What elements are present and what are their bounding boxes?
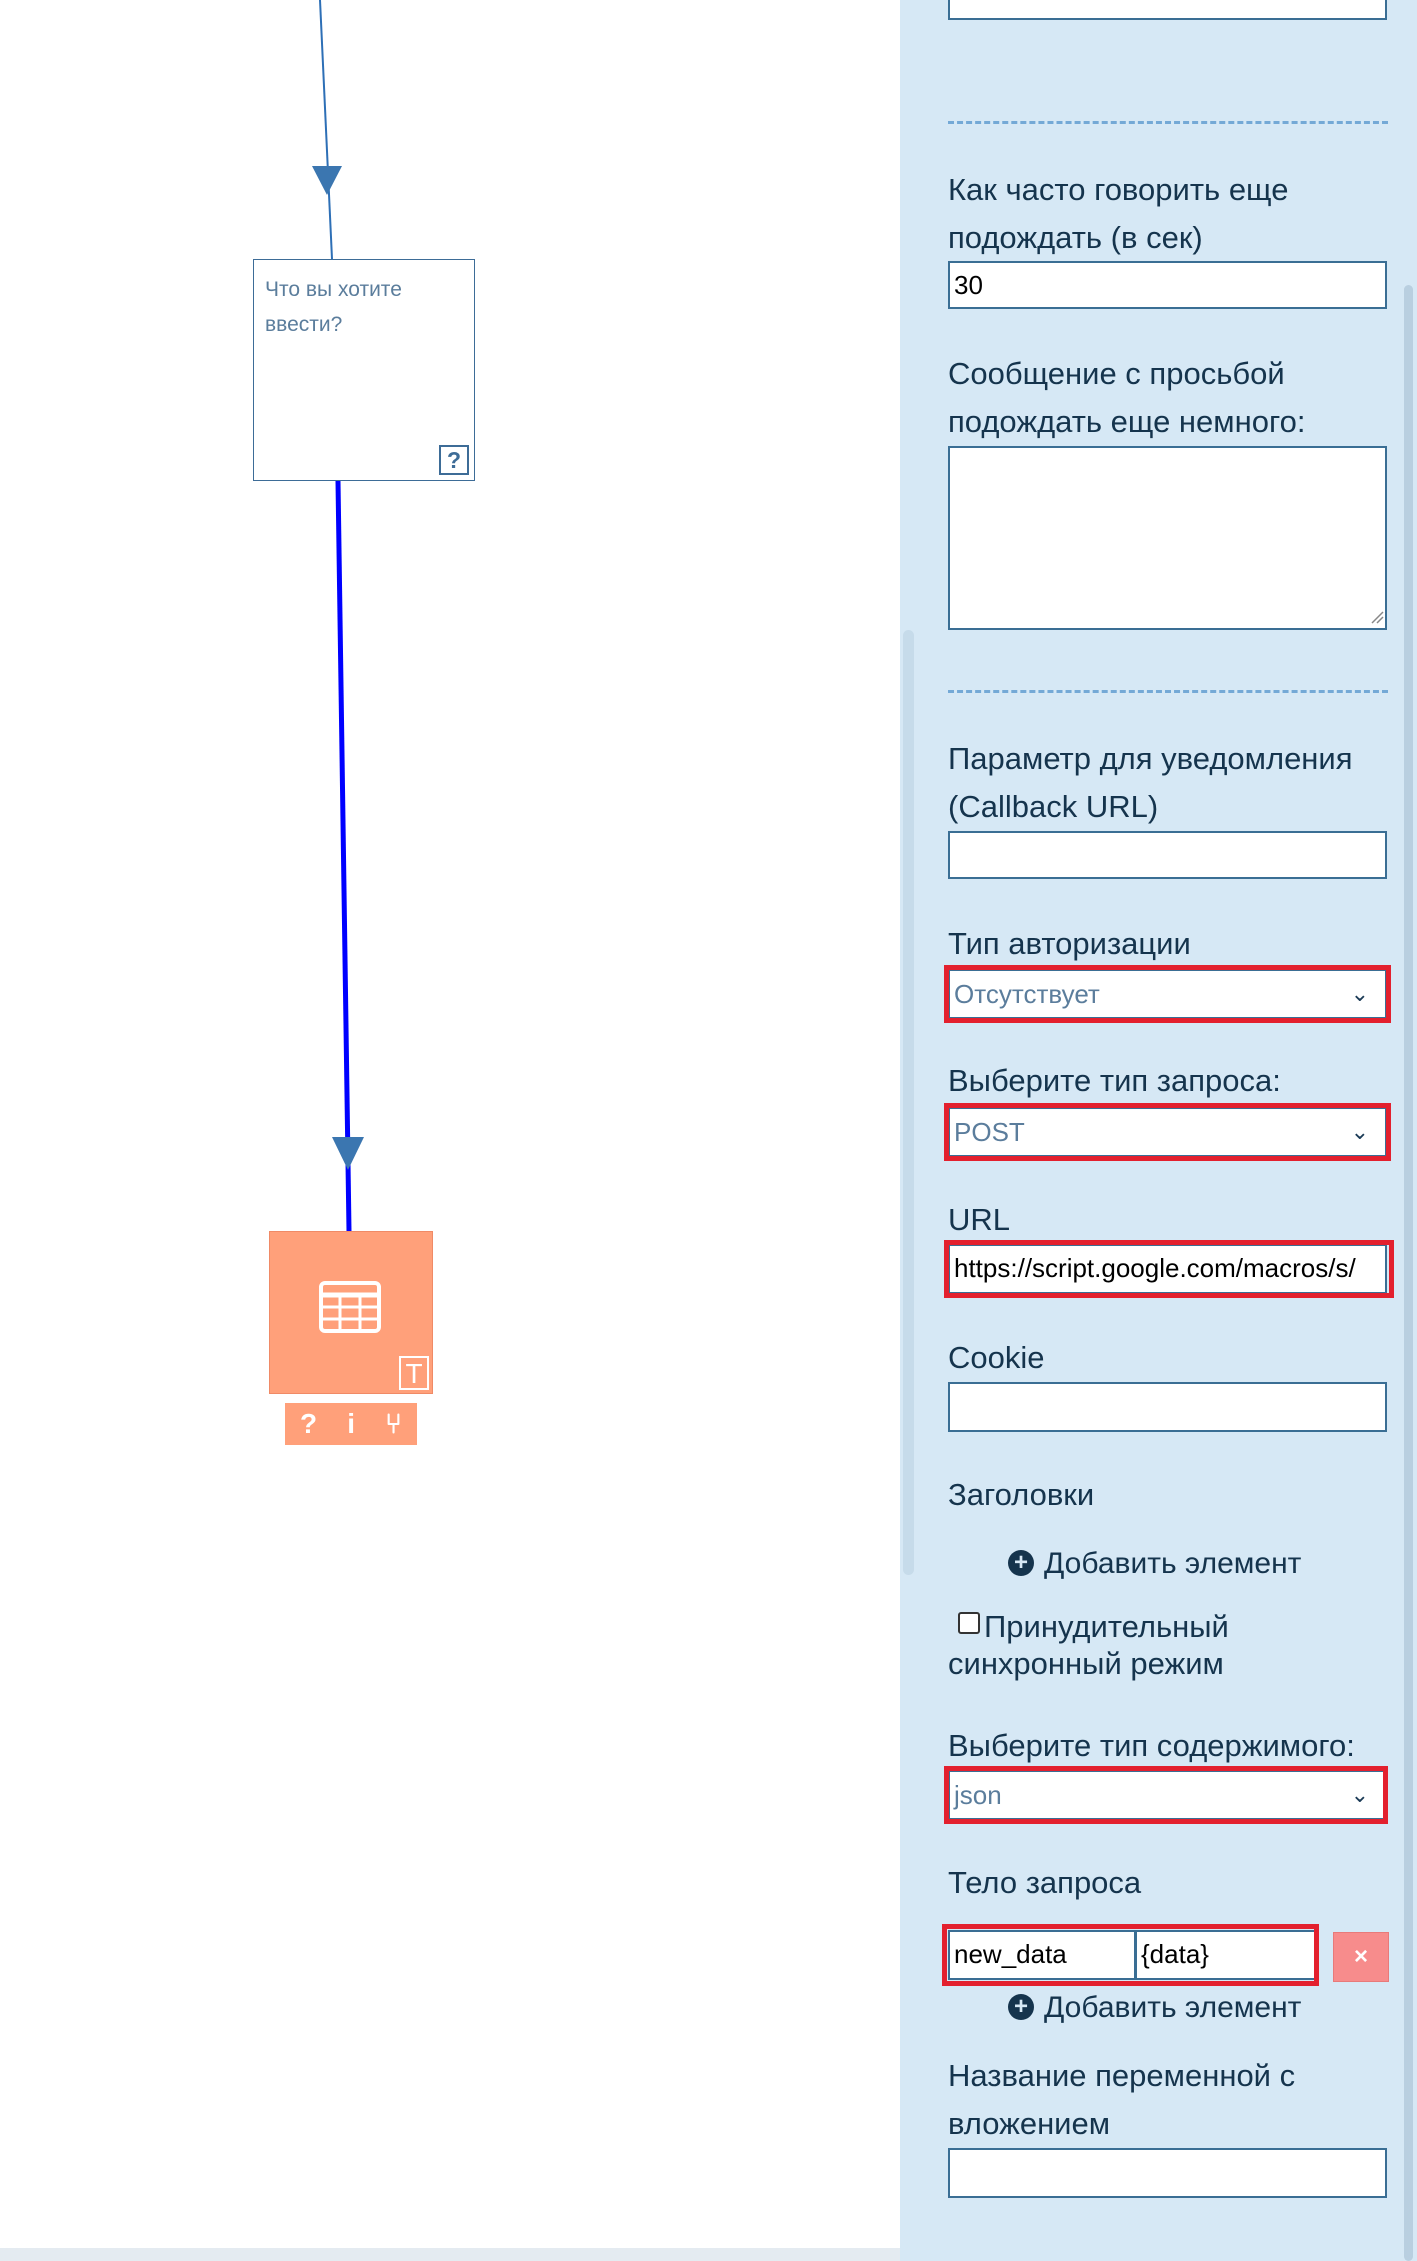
- node-toolbar: [285, 1403, 417, 1445]
- resize-handle-icon[interactable]: [1370, 610, 1384, 624]
- body-label: Тело запроса: [948, 1865, 1142, 1900]
- wait-message-label: Сообщение с просьбой подождать еще немного:: [948, 356, 1306, 439]
- sync-mode-label[interactable]: Принудительный синхронный режим: [948, 1609, 1229, 1681]
- attachment-var-label: Название переменной с вложением: [948, 2058, 1296, 2141]
- remove-body-row-button[interactable]: ×: [1333, 1932, 1389, 1982]
- wait-interval-input[interactable]: 30: [948, 261, 1387, 309]
- callback-input[interactable]: [948, 831, 1387, 879]
- body-value-input[interactable]: {data}: [1135, 1930, 1319, 1980]
- body-add-button[interactable]: [1008, 1988, 1301, 2028]
- request-type-value: POST: [954, 1117, 1025, 1147]
- highlight-request-type: [944, 1103, 1391, 1161]
- sync-mode-row: [948, 1608, 1368, 1682]
- sync-mode-checkbox[interactable]: [958, 1612, 980, 1634]
- connector-main-arrow: [332, 1137, 364, 1170]
- auth-type-value: Отсутствует: [954, 979, 1100, 1009]
- inner-scrollbar[interactable]: [903, 630, 914, 1575]
- headers-add-label: Добавить элемент: [1044, 1547, 1302, 1580]
- url-input[interactable]: https://script.google.com/macros/s/: [948, 1244, 1387, 1294]
- auth-type-label: Тип авторизации: [948, 926, 1191, 961]
- headers-label: Заголовки: [948, 1477, 1095, 1512]
- top-field[interactable]: [948, 0, 1387, 20]
- highlight-url: [944, 1240, 1394, 1298]
- url-label: URL: [948, 1202, 1011, 1237]
- wait-message-textarea[interactable]: [948, 446, 1387, 630]
- divider: [948, 690, 1388, 693]
- content-type-value: json: [954, 1780, 1002, 1810]
- help-icon[interactable]: ?: [300, 1408, 318, 1439]
- plus-circle-icon: +: [1008, 1550, 1034, 1576]
- chevron-down-icon: ⌄: [1350, 981, 1369, 1006]
- connector-top-arrow: [312, 166, 342, 195]
- question-node[interactable]: [253, 259, 475, 481]
- headers-add-button[interactable]: [1008, 1544, 1301, 1584]
- callback-label: Параметр для уведомления (Callback URL): [948, 741, 1353, 824]
- content-type-label: Выберите тип содержимого:: [948, 1728, 1355, 1763]
- cookie-label: Cookie: [948, 1340, 1045, 1375]
- highlight-auth-type: [944, 965, 1391, 1023]
- cookie-input[interactable]: [948, 1382, 1387, 1432]
- info-icon[interactable]: i: [347, 1408, 356, 1439]
- table-icon: [319, 1281, 381, 1333]
- body-key-input[interactable]: new_data: [948, 1930, 1136, 1980]
- question-type-badge: ?: [439, 445, 469, 475]
- body-add-label: Добавить элемент: [1044, 1991, 1302, 2024]
- chevron-down-icon: ⌄: [1350, 1782, 1369, 1807]
- request-type-label: Выберите тип запроса:: [948, 1063, 1281, 1098]
- horizontal-scrollbar[interactable]: [0, 2248, 916, 2261]
- highlight-content-type: [944, 1766, 1388, 1824]
- chevron-down-icon: ⌄: [1350, 1119, 1369, 1144]
- plus-circle-icon: +: [1008, 1994, 1034, 2020]
- attachment-var-input[interactable]: [948, 2148, 1387, 2198]
- question-node-text: Что вы хотите ввести?: [265, 278, 402, 336]
- text-type-badge: T: [399, 1356, 429, 1390]
- connector-top: [320, 0, 332, 259]
- connector-main: [338, 481, 349, 1231]
- highlight-body: [942, 1924, 1319, 1986]
- divider: [948, 121, 1388, 124]
- table-node[interactable]: [269, 1231, 433, 1394]
- branch-icon[interactable]: ⑂: [385, 1408, 402, 1439]
- wait-interval-label: Как часто говорить еще подождать (в сек): [948, 172, 1289, 255]
- panel-scrollbar[interactable]: [1404, 285, 1413, 2261]
